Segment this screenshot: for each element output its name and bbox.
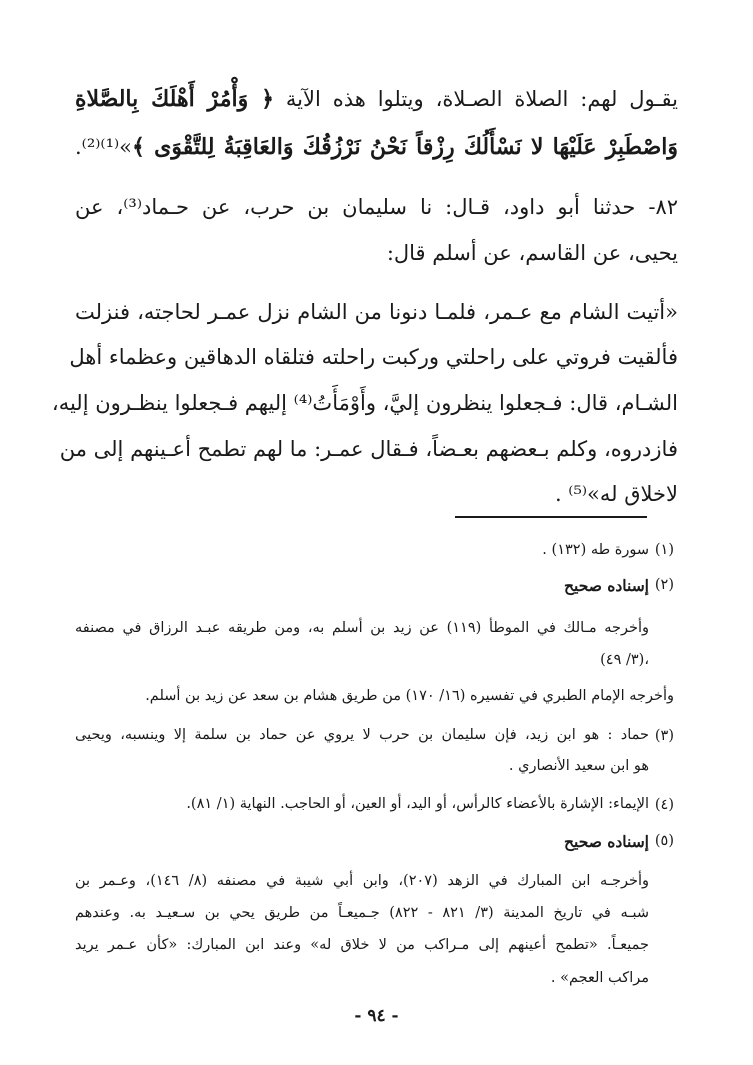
hadith-text-line-2: فألقيت فروتي على راحلتي وركبت راحلته فتلقاه الدهاقين وعظماء أهل: [69, 345, 678, 369]
footnote-2-line-1: وأخرجه مـالك في الموطأ (١١٩) عن زيد بن أسلم به، ومن طريقه عبـد الرزاق في مصنفه: [75, 620, 649, 636]
page-number: - ٩٤ -: [354, 1006, 399, 1026]
footnote-5-line-3: جميعـاً. «تطمح أعينهم إلى مـراكب من لا خلاق له» وعند ابن المبارك: «كأن عـمر يريد: [75, 937, 649, 953]
hadith-isnad-line-1: ٨٢- حدثنا أبو داود، قـال: نا سليمان بن حرب، عن حـماد⁽³⁾، عن: [75, 195, 678, 219]
footnote-4-number: (٤): [654, 797, 674, 813]
body-intro-text: يقـول لهم: الصلاة الصـلاة، ويتلوا هذه الآية: [285, 87, 679, 111]
body-line-1: [75, 86, 678, 112]
hadith-text-line-1: «أتيت الشام مع عـمر، فلمـا دنونا من الشام نزل عمـر لحاجته، فنزلت: [75, 300, 678, 324]
footnote-2-line-2: (٣/ ٤٩)،: [600, 652, 649, 668]
hadith-text-line-4: فازدروه، وكلم بـعضهم بعـضاً، فـقال عمـر: ما لهم تطمح أعـينهم إلى من: [59, 437, 678, 461]
footnote-5-line-1: وأخرجـه ابن المبارك في الزهد (٢٠٧)، وابن أبي شيبة في مصنفه (٨/ ١٤٦)، وعـمر بن: [75, 873, 650, 889]
footnote-5-number: (٥): [654, 833, 674, 849]
footnote-1-number: (١): [654, 542, 674, 558]
hadith-isnad-line-2: يحيى، عن القاسم، عن أسلم قال:: [386, 241, 678, 265]
quran-verse-end: وَاصْطَبِرْ عَلَيْهَا لا نَسْأَلُكَ رِزْقاً نَحْنُ نَرْزُقُكَ وَالعَاقِبَةُ لِلتَّقْوَى ﴾: [132, 134, 678, 160]
hadith-text-line-5: لاخلاق له»⁽⁵⁾ .: [554, 482, 678, 506]
footnote-3-number: (٣): [654, 728, 674, 744]
footnote-5-line-4: مراكب العجم» .: [550, 970, 649, 986]
footnote-4-text: الإيماء: الإشارة بالأعضاء كالرأس، أو اليد، أو العين، أو الحاجب. النهاية (١/ ٨١).: [186, 796, 649, 812]
quran-verse-start: ﴿ وَأْمُرْ أَهْلَكَ بِالصَّلاةِ: [75, 86, 274, 112]
footnote-5-line-2: شبـه في تاريخ المدينة (٣/ ٨٢١ - ٨٢٢) جـميعـاً من طريق يحي بن سـعيـد به. وعندهم: [75, 905, 649, 921]
hadith-text-line-3: الشـام، قال: فـجعلوا ينظرون إليَّ، وأَوْمَأَتُ⁽⁴⁾ إليهم فـجعلوا ينظـرون إليه،: [51, 391, 678, 415]
body-line-2: [75, 134, 678, 160]
footnote-3-line-2: هو ابن سعيد الأنصاري .: [508, 758, 649, 774]
footnote-1-text: سورة طه (١٣٢) .: [542, 542, 649, 558]
footnote-separator: [455, 516, 647, 518]
footnote-2-line-3: وأخرجه الإمام الطبري في تفسيره (١٦/ ١٧٠) من طريق هشام بن سعد عن زيد بن أسلم.: [145, 688, 674, 704]
footnote-5-heading: إسناده صحيح: [564, 832, 649, 851]
body-line-2-end: »⁽¹⁾⁽²⁾.: [75, 135, 133, 159]
footnote-2-heading: إسناده صحيح: [564, 576, 649, 595]
footnote-2-number: (٢): [654, 577, 674, 593]
footnote-3-line-1: حماد : هو ابن زيد، فإن سليمان بن حرب لا يروي عن حماد بن سلمة إلا وينسبه، ويحيى: [75, 727, 649, 743]
